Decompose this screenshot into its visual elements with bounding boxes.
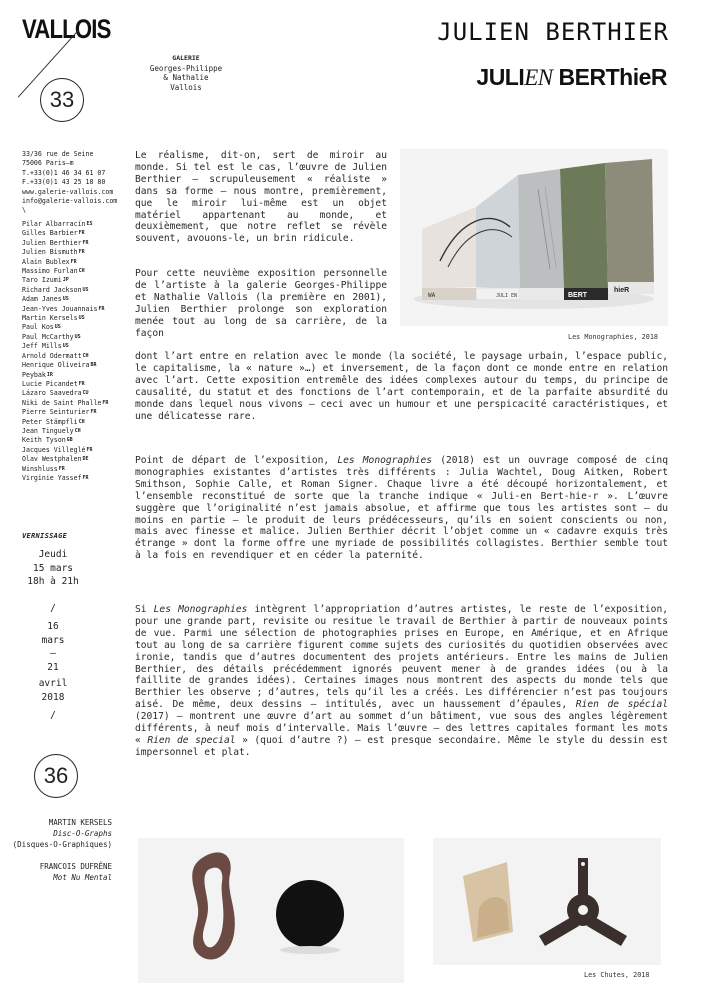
artist-name: Henrique Oliveira [22, 361, 90, 370]
artist-country-code: FR [78, 230, 85, 237]
credit-work: Mot Nu Mental [53, 873, 112, 882]
svg-text:JULI EN: JULI EN [496, 293, 518, 299]
artist-item [22, 305, 132, 314]
artist-country-code: FR [78, 380, 85, 387]
artist-name: Lucie Picandet [22, 379, 78, 388]
artist-item [22, 446, 132, 455]
artist-country-code: FR [78, 249, 85, 256]
disc-o-graphs-photo [138, 838, 404, 983]
artist-name: Martin Kersels [22, 314, 78, 323]
start-day: 16 [47, 621, 59, 632]
vernissage-date: 15 mars [32, 562, 74, 574]
artist-item [22, 295, 132, 304]
date-separator: / [50, 710, 56, 721]
monographies-photo [400, 149, 668, 326]
artist-item [22, 239, 132, 248]
artist-country-code: FR [86, 446, 93, 453]
bottom-credits [0, 817, 112, 883]
credit-artist: FRANCOIS DUFRÊNE [39, 862, 112, 871]
chutes-image [433, 838, 661, 965]
artist-country-code: CH [78, 418, 85, 425]
artist-name: Lázaro Saavedra [22, 389, 82, 398]
credit-artist: MARTIN KERSELS [48, 818, 112, 827]
svg-text:WA: WA [428, 292, 436, 299]
artist-country-code: CH [74, 427, 81, 434]
artist-name: Winshluss [22, 464, 58, 473]
artist-name: Massimo Furlan [22, 267, 78, 276]
artist-name: Julien Bismuth [22, 248, 78, 257]
artist-country-code: CH [82, 352, 89, 359]
artist-name: Jean Tinguely [22, 426, 74, 435]
artist-country-code: CH [78, 268, 85, 275]
start-month: mars [41, 634, 65, 646]
end-month: avril [38, 678, 68, 689]
year: 2018 [41, 691, 65, 703]
artist-item [22, 258, 132, 267]
gallery-line: Vallois [170, 82, 202, 92]
vernissage-time: 18h à 21h [27, 576, 79, 587]
artist-item [22, 371, 132, 380]
date-dash: – [50, 648, 56, 659]
artist-country-code: FR [58, 465, 65, 472]
artist-country-code: US [54, 324, 61, 331]
artist-item [22, 408, 132, 417]
artist-item [22, 342, 132, 351]
artist-name: Richard Jackson [22, 285, 82, 294]
phone-line: T.+33(0)1 46 34 61 07 [22, 168, 106, 177]
artist-item [22, 323, 132, 332]
end-day: 21 [47, 661, 59, 673]
artist-title: JULIEN BERTHIER [437, 18, 669, 46]
paragraph-exhibition-b: dont l’art entre en relation avec le monde (la société, le paysage urbain, l’espace public, le capitalisme, la « nature »…) et inversement, de la façon dont ce monde entre en relation avec l’art. Cette exposition entremêle des idées complexes autour du temps, du principe de causalité, du statut et des fonctions de l’art contemporain, et de la parfaite absurdité du monde dans lequel nous vivons – ceci avec un humour et une perspicacité caractéristiques, et une délicatesse rare. [135, 351, 668, 422]
paragraph-photographs: Si Les Monographies intègrent l’appropriation d’autres artistes, le reste de l’exposition, pour une grande part, revisite ou resitue le travail de Berthier à partir de nouveaux points de vue. Parmi une sélection de photographies prises en Europe, en Amérique, et en Afrique tout au long de sa carrière figurent comme sujets des curiosités du quotidien observées avec ironie, tandis que d’autres documentent des projets antérieurs. Entre les mains de Julien Berthier, des détails précédemment ignorés peuvent mener à de grandes idées (ou à la faillite de grandes idées). Certaines images nous montrent des aspects du monde tels que Berthier les observe ; d’autres, tels qu’il les a créés. Les différencier n’est pas toujours aisé. De même, deux dessins – intitulés, avec un haussement d’épaules, Rien de spécial (2017) – montrent une œuvre d’art au sommet d’un bâtiment, vue sous des angles légèrement différents, à neuf mois d’intervalle. Mais l’œuvre – des lettres capitales formant les mots « Rien de special » (quoi d’autre ?) – est presque secondaire. Même le style du dessin est impersonnel et plat. [135, 604, 669, 758]
artist-name: Peybak [22, 370, 46, 379]
svg-text:BERT: BERT [568, 292, 588, 299]
gallery-line: Georges-Philippe [149, 63, 223, 73]
artist-name: Gilles Barbier [22, 229, 78, 238]
gallery-address [22, 150, 132, 216]
sculpture-image [138, 838, 404, 983]
artist-name: Keith Tyson [22, 436, 66, 445]
artist-country-code: FR [90, 409, 97, 416]
credit-work: Disc-O-Graphs [53, 829, 112, 838]
gallery-number-33: 33 [40, 78, 84, 122]
artist-item [22, 229, 132, 238]
artist-name: Jeff Mills [22, 342, 62, 351]
artist-list [22, 220, 132, 483]
artist-item [22, 427, 132, 436]
paragraph-exhibition-a: Pour cette neuvième exposition personnelle de l’artiste à la galerie Georges-Philippe et Nathalie Vallois (la première en 2001), Julien Berthier prolonge son exploration menée tout au long de sa carrière, de la façon [135, 268, 387, 339]
caption-les-chutes: Les Chutes, 2018 [584, 971, 650, 979]
artist-country-code: ES [86, 221, 93, 227]
artist-name: Paul McCarthy [22, 332, 74, 341]
artist-item [22, 474, 132, 483]
vernissage-day: Jeudi [38, 549, 68, 560]
artist-item [22, 361, 132, 370]
artist-name: Pilar Albarracín [22, 220, 86, 228]
artist-item [22, 455, 132, 464]
fax-line: F.+33(0)1 43 25 18 80 [22, 178, 106, 187]
artist-name: Jean-Yves Jouannais [22, 304, 98, 313]
artist-country-code: CU [82, 390, 89, 397]
artist-country-code: US [78, 315, 85, 322]
artist-country-code: JP [62, 277, 69, 284]
gallery-logo: VALLOIS [22, 14, 111, 44]
date-separator: / [50, 602, 56, 614]
artist-name: Virginie Yassef [22, 473, 82, 482]
artist-item [22, 276, 132, 285]
gallery-subtitle [140, 54, 232, 92]
artist-item [22, 286, 132, 295]
artist-name: Adam Janes [22, 295, 62, 304]
credit-work-subtitle: (Disques-O-Graphiques) [12, 840, 112, 849]
gallery-line: & Nathalie [163, 73, 209, 82]
artist-country-code: FR [70, 258, 77, 265]
gallery-number-36: 36 [34, 754, 78, 798]
artist-country-code: US [62, 296, 69, 303]
artist-country-code: FR [98, 305, 105, 312]
artist-item [22, 333, 132, 342]
les-chutes-photo [433, 838, 661, 965]
artist-country-code: FR [82, 239, 89, 246]
artist-country-code: US [82, 286, 89, 293]
artist-country-code: BR [90, 362, 97, 369]
address-divider: \ [22, 206, 26, 215]
artist-logo: JULIEN BERThieR [476, 64, 667, 90]
artist-item [22, 465, 132, 474]
artist-name: Julien Berthier [22, 238, 82, 247]
artist-name: Pierre Seinturier [22, 408, 90, 417]
artist-country-code: DE [82, 456, 89, 463]
artist-item [22, 314, 132, 323]
artist-name: Paul Kos [22, 323, 54, 332]
artist-name: Peter Stämpfli [22, 417, 78, 426]
paragraph-intro: Le réalisme, dit-on, sert de miroir au monde. Si tel est le cas, l’œuvre de Julien Berthier – scrupuleusement « réaliste » dans sa forme – nous montre, premièrement, que le miroir lui-même est un objet matériel appartenant au monde, et deuxièmement, que notre reflet se révèle souvent, avouons-le, un brin ridicule. [135, 150, 387, 245]
artist-country-code: US [74, 333, 81, 340]
email-link[interactable]: info@galerie-vallois.com [22, 197, 118, 206]
caption-monographies: Les Monographies, 2018 [568, 333, 659, 341]
artist-item [22, 399, 132, 408]
paragraph-monographies: Point de départ de l’exposition, Les Monographies (2018) est un ouvrage composé de cinq monographies existantes d’artistes très différents : Julia Wachtel, Doug Aitken, Robert Smithson, Sophie Calle, et Roman Signer. Chaque livre a été découpé horizontalement, et l’ensemble reconstitué de sorte que la tranche indique « Juli-en Bert-hie-r ». L’œuvre suggère que l’originalité n’est jamais absolue, et affirme que tous les artistes sont – du moins en partie – le produit de leurs prédécesseurs, qu’ils en soient conscients ou non, mais avec finesse et malice. Julien Berthier décrit l’objet comme un « cadavre exquis très étrange » dont la forme offre une myriade de possibilités collagistes. Berthier semble tout à la fois en revendiquer et en céder la paternité. [135, 455, 668, 562]
book-stack-image [400, 149, 668, 326]
artist-name: Jacques Villeglé [22, 445, 86, 454]
artist-country-code: FR [82, 474, 89, 481]
artist-item [22, 352, 132, 361]
exhibition-dates [22, 548, 84, 723]
vernissage-label: VERNISSAGE [22, 532, 68, 540]
artist-item [22, 248, 132, 257]
address-line: 75006 Paris—m [22, 159, 74, 168]
artist-item [22, 380, 132, 389]
artist-name: Niki de Saint Phalle [22, 398, 102, 407]
artist-item [22, 436, 132, 445]
artist-item [22, 418, 132, 427]
website-link[interactable]: www.galerie-vallois.com [22, 187, 114, 196]
gallery-subtitle-label: GALERIE [172, 54, 200, 62]
artist-item [22, 220, 132, 229]
artist-name: Alain Bublex [22, 257, 70, 266]
artist-name: Arnold Odermatt [22, 351, 82, 360]
address-line: 33/36 rue de Seine [22, 150, 94, 158]
artist-country-code: IR [46, 371, 53, 378]
artist-item [22, 389, 132, 398]
artist-name: Taro Izumi [22, 276, 62, 285]
artist-country-code: FR [102, 399, 109, 406]
svg-text:hieR: hieR [614, 287, 630, 294]
artist-country-code: GB [66, 437, 73, 444]
artist-name: Olav Westphalen [22, 455, 82, 464]
artist-item [22, 267, 132, 276]
artist-country-code: US [62, 343, 69, 350]
